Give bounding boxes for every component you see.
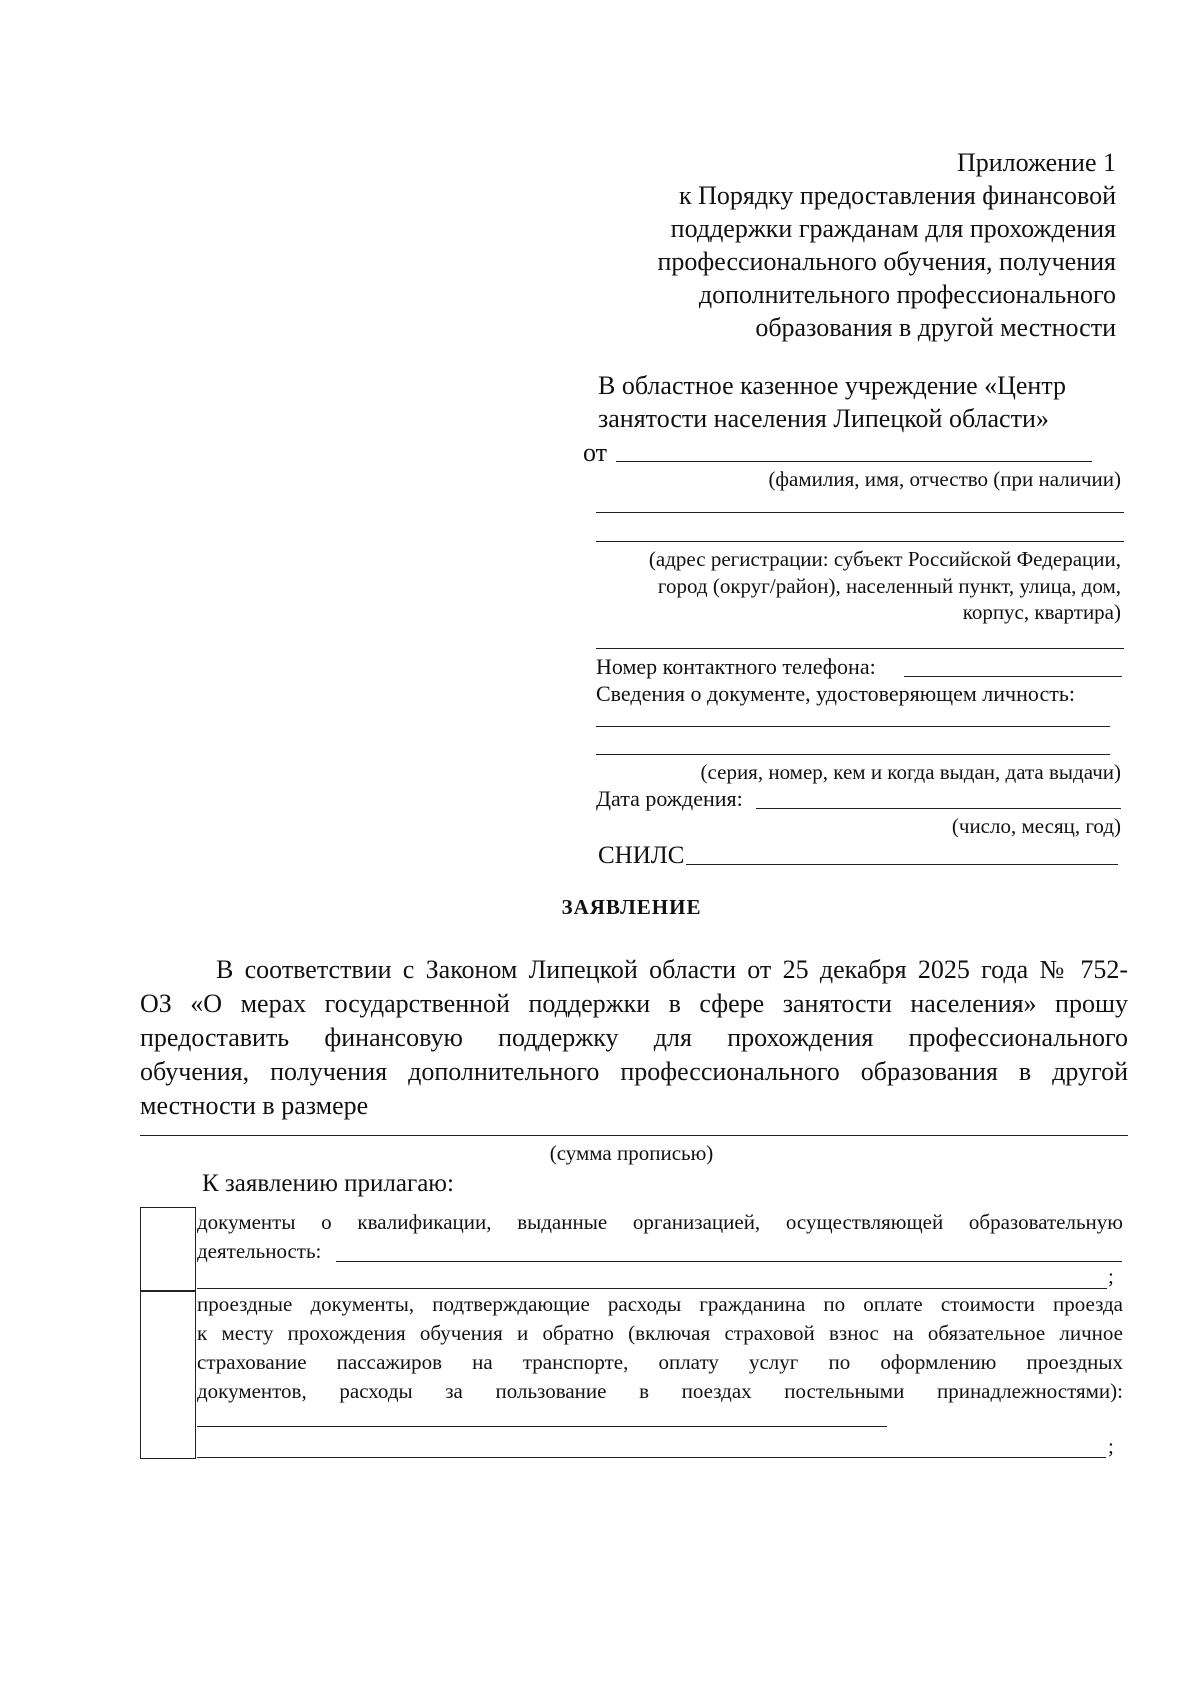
qualification-docs-field-line-1[interactable]: [336, 1261, 1122, 1262]
attachment-checkbox-1[interactable]: [140, 1207, 196, 1292]
appendix-line: профессионального обучения, получения: [657, 247, 1116, 276]
snils-field-line[interactable]: [686, 864, 1118, 865]
document-caption: (серия, номер, кем и когда выдан, дата выдачи): [700, 760, 1121, 784]
statement-line: обучения, получения дополнительного профессионального образования в другой: [140, 1057, 1128, 1086]
travel-docs-field-line-1[interactable]: [197, 1426, 887, 1427]
item-2-terminator: ;: [1108, 1434, 1114, 1458]
fio-field-line[interactable]: [616, 461, 1092, 462]
travel-docs-field-line-2[interactable]: [197, 1457, 1106, 1458]
sum-field-line[interactable]: [140, 1135, 1128, 1136]
attachment-item-text: к месту прохождения обучения и обратно (включая страховой взнос на обязательное личное: [197, 1321, 1123, 1345]
statement-text: [140, 953, 1128, 1123]
statement-line: ОЗ «О мерах государственной поддержки в сфере занятости населения» прошу: [140, 989, 1128, 1018]
appendix-header: [658, 146, 1116, 344]
attachment-item-text: документов, расходы за пользование в поездах постельными принадлежностями):: [197, 1379, 1123, 1403]
id-document-label: Сведения о документе, удостоверяющем личность:: [596, 681, 1075, 706]
statement-line: предоставить финансовую поддержку для прохождения профессионального: [140, 1023, 1128, 1052]
attachment-item-2: [197, 1290, 1123, 1406]
attachment-item-text: деятельность:: [197, 1239, 322, 1263]
appendix-line: образования в другой местности: [755, 313, 1116, 342]
birth-date-label: Дата рождения:: [596, 786, 743, 811]
phone-label: Номер контактного телефона:: [596, 654, 876, 679]
phone-field-line[interactable]: [904, 676, 1122, 677]
appendix-line: Приложение 1: [956, 148, 1116, 177]
qualification-docs-field-line-2[interactable]: [197, 1288, 1107, 1289]
page-title: ЗАЯВЛЕНИЕ: [561, 895, 702, 919]
id-document-field-line-2[interactable]: [596, 754, 1110, 755]
attachments-label: К заявлению прилагаю:: [202, 1170, 454, 1197]
id-document-field-line-1[interactable]: [596, 726, 1110, 727]
attachment-item-1: [197, 1208, 1123, 1266]
from-label: от: [583, 438, 608, 467]
address-field-line-3[interactable]: [596, 648, 1124, 649]
snils-label: СНИЛС: [598, 842, 685, 869]
birth-date-caption: (число, месяц, год): [951, 814, 1121, 838]
fio-caption: (фамилия, имя, отчество (при наличии): [768, 467, 1121, 491]
attachment-item-text: страхование пассажиров на транспорте, оплату услуг по оформлению проездных: [197, 1350, 1123, 1374]
attachment-item-text: документы о квалификации, выданные организацией, осуществляющей образовательную: [197, 1210, 1123, 1234]
statement-line: местности в размере: [140, 1091, 369, 1120]
appendix-line: дополнительного профессионального: [698, 280, 1116, 309]
statement-line: В соответствии с Законом Липецкой области от 25 декабря 2025 года № 752-: [216, 955, 1128, 984]
attachment-item-text: проездные документы, подтверждающие расходы гражданина по оплате стоимости проезда: [197, 1292, 1123, 1316]
address-caption-1: (адрес регистрации: субъект Российской Федерации,: [648, 547, 1121, 571]
address-caption-3: корпус, квартира): [962, 600, 1121, 624]
addressee-line-1: В областное казенное учреждение «Центр: [598, 371, 1067, 400]
birth-date-field-line[interactable]: [756, 808, 1121, 809]
address-caption-2: город (округ/район), населенный пункт, улица, дом,: [657, 574, 1121, 598]
addressee-line-2: занятости населения Липецкой области»: [598, 404, 1049, 433]
appendix-line: поддержки гражданам для прохождения: [670, 214, 1116, 243]
attachment-checkbox-2[interactable]: [140, 1290, 196, 1459]
address-field-line-2[interactable]: [596, 541, 1124, 542]
sum-caption: (сумма прописью): [549, 1141, 714, 1165]
address-field-line-1[interactable]: [596, 512, 1124, 513]
item-1-terminator: ;: [1108, 1264, 1114, 1288]
appendix-line: к Порядку предоставления финансовой: [678, 181, 1116, 210]
